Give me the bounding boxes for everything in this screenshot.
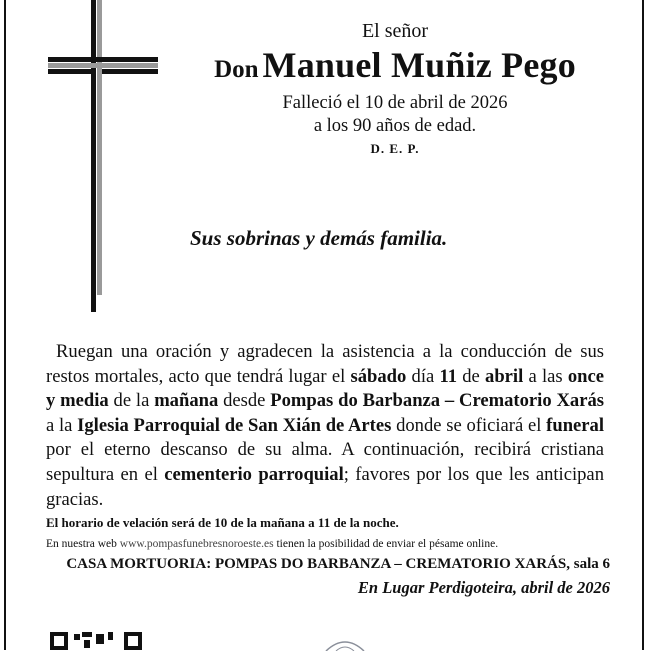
notice-title: El señor xyxy=(361,20,429,42)
ceremony-text: Ruegan una oración y agradecen la asistencia a la conducción de sus restos mortales, acto que tendrá lugar el sábado día 11 de abril a las once y media de la mañana desde Pompas do Barbanza – Crematorio Xarás a la Iglesia Parroquial de San Xián de Artes donde se oficiará el funeral por el eterno descanso de su alma. A continuación, recibirá cristiana sepultura en el cementerio parroquial; favores por los que les anticipan gracias. xyxy=(46,341,604,510)
age: a los 90 años de edad. xyxy=(313,116,477,136)
family-line: Sus sobrinas y demás familia. xyxy=(190,226,448,250)
dep: D. E. P. xyxy=(370,141,420,156)
deceased-name: Manuel Muñiz Pego xyxy=(262,45,576,85)
funeral-home: CASA MORTUORIA: POMPAS DO BARBANZA – CREMATORIO XARÁS, sala 6 xyxy=(66,556,610,572)
web-link[interactable]: www.pompasfunebresnoroeste.es xyxy=(119,538,274,550)
funeral-home-logo-icon xyxy=(322,638,368,650)
death-info xyxy=(175,92,615,138)
web-note: En nuestra web www.pompasfunebresnoroeste.es tienen la posibilidad de enviar el pésame online. xyxy=(46,538,499,550)
place-date: En Lugar Perdigoteira, abril de 2026 xyxy=(357,578,610,597)
honorific: Don xyxy=(214,56,259,83)
page-border-right xyxy=(642,0,644,650)
deceased-name-line xyxy=(175,44,615,86)
death-date: Falleció el 10 de abril de 2026 xyxy=(282,93,508,113)
velacion-hours: El horario de velación será de 10 de la mañana a 11 de la noche. xyxy=(46,515,399,530)
qr-code-icon[interactable] xyxy=(50,630,142,650)
cross-icon xyxy=(48,0,158,315)
page-border-left xyxy=(4,0,6,650)
